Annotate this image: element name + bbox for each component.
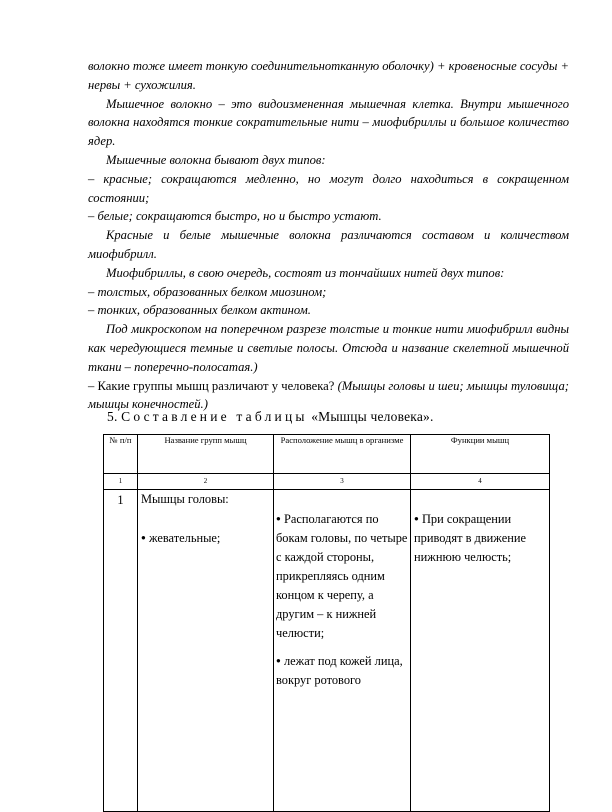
column-number: 4 bbox=[411, 474, 550, 490]
muscles-table bbox=[103, 434, 550, 812]
paragraph-text: Под микроскопом на поперечном разрезе толстые и тонкие нити миофибрилл видны как чередующиеся темные и светлые полосы. Отсюда и название скелетной мышечной ткани – поперечно-полосатая.) bbox=[88, 322, 569, 374]
paragraph bbox=[88, 320, 569, 376]
paragraph bbox=[88, 226, 569, 264]
bullet-icon: ● bbox=[141, 533, 146, 542]
paragraph-text: – Какие группы мышц различают у человека? bbox=[88, 378, 338, 393]
bullet-icon: ● bbox=[414, 514, 419, 523]
paragraph-text: – тонких, образованных белком актином. bbox=[88, 303, 311, 318]
function-text: При сокращении приводят в движение нижнюю челюсть; bbox=[414, 512, 526, 564]
location-item bbox=[276, 509, 408, 643]
paragraph-text: Красные и белые мышечные волокна различаются составом и количеством миофибрилл. bbox=[88, 228, 569, 261]
group-cell bbox=[138, 490, 274, 812]
body-text bbox=[88, 57, 569, 414]
table-row bbox=[104, 490, 550, 812]
header-group-name: Название групп мышц bbox=[138, 435, 274, 474]
location-text: лежат под кожей лица, вокруг ротового bbox=[276, 654, 403, 687]
table-header-row bbox=[104, 435, 550, 474]
group-item bbox=[141, 528, 271, 548]
paragraph-text: Мышечное волокно – это видоизмененная мышечная клетка. Внутри мышечного волокна находятся тонкие сократительные нити – миофибриллы и большое количество ядер. bbox=[88, 96, 569, 149]
paragraph bbox=[88, 207, 569, 226]
paragraph-text: волокно тоже имеет тонкую соединительнотканную оболочку) + кровеносные сосуды + нервы + сухожилия. bbox=[88, 59, 569, 92]
location-item bbox=[276, 651, 408, 690]
paragraph bbox=[88, 264, 569, 283]
header-number: № п/п bbox=[104, 435, 138, 474]
paragraph-text: – толстых, образованных белком миозином; bbox=[88, 284, 327, 299]
paragraph bbox=[88, 95, 569, 151]
paragraph bbox=[88, 151, 569, 170]
paragraph bbox=[88, 170, 569, 208]
column-number: 1 bbox=[104, 474, 138, 490]
location-text: Располагаются по бокам головы, по четыре с каждой стороны, прикрепляясь одним концом к черепу, а другим – к нижней челюсти; bbox=[276, 512, 408, 640]
section-number: 5. bbox=[107, 409, 118, 424]
header-function: Функции мышц bbox=[411, 435, 550, 474]
header-location: Расположение мышц в организме bbox=[274, 435, 411, 474]
paragraph-text: Миофибриллы, в свою очередь, состоят из тончайших нитей двух типов: bbox=[106, 265, 505, 280]
paragraph bbox=[88, 283, 569, 302]
column-number-row bbox=[104, 474, 550, 490]
group-item-label: жевательные; bbox=[148, 531, 221, 545]
bullet-icon: ● bbox=[276, 656, 281, 665]
paragraph-text: – белые; сокращаются быстро, но и быстро устают. bbox=[88, 209, 382, 224]
paragraph bbox=[88, 57, 569, 95]
column-number: 3 bbox=[274, 474, 411, 490]
paragraph-text: – красные; сокращаются медленно, но могут долго находиться в сокращенном состоянии; bbox=[88, 171, 569, 205]
location-cell bbox=[274, 490, 411, 812]
function-cell bbox=[411, 490, 550, 812]
row-number: 1 bbox=[104, 490, 138, 812]
section-title-rest: «Мышцы человека». bbox=[307, 409, 434, 424]
column-number: 2 bbox=[138, 474, 274, 490]
bullet-icon: ● bbox=[276, 514, 281, 523]
paragraph bbox=[88, 301, 569, 320]
section-title-spaced: Составление таблицы bbox=[121, 409, 308, 424]
group-title: Мышцы головы: bbox=[141, 492, 229, 506]
section-heading bbox=[107, 409, 434, 425]
paragraph-text: (Мышцы головы и шеи; мышцы туловища; мышцы конечностей.) bbox=[88, 378, 569, 412]
paragraph-text: Мышечные волокна бывают двух типов: bbox=[106, 152, 326, 167]
function-item bbox=[414, 509, 547, 567]
